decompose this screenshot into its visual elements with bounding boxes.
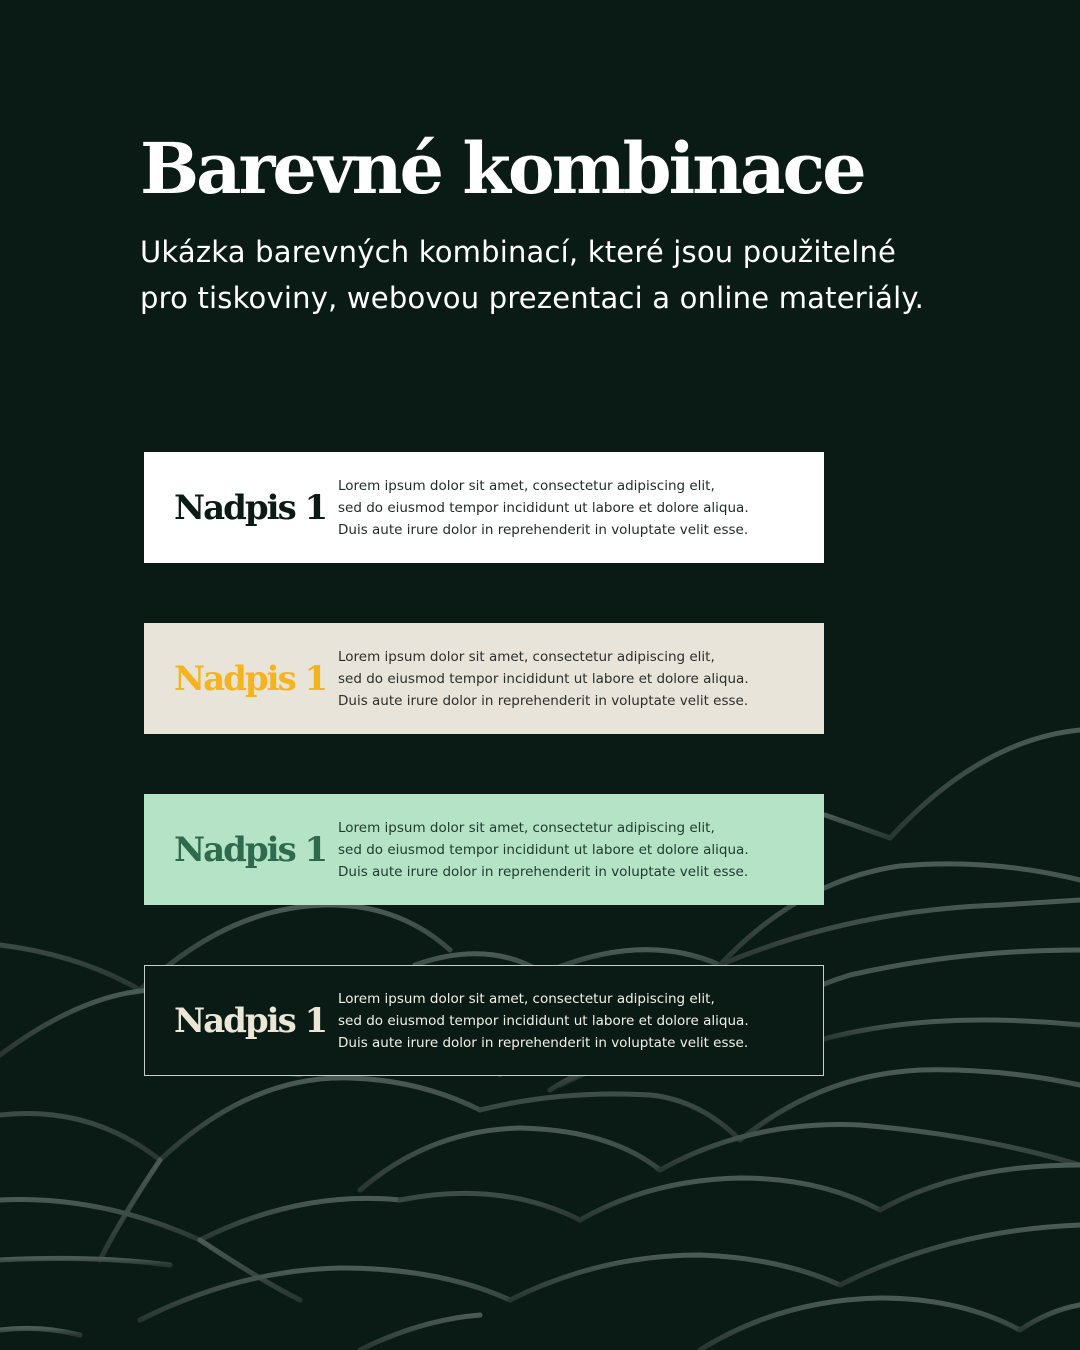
subtitle-line-1: Ukázka barevných kombinací, které jsou použitelné	[140, 234, 897, 269]
card-body-line-1: Lorem ipsum dolor sit amet, consectetur adipiscing elit,	[338, 819, 715, 836]
card-body-line-3: Duis aute irure dolor in reprehenderit in voluptate velit esse.	[338, 692, 749, 709]
page-title: Barevné kombinace	[140, 127, 864, 210]
combination-card-mint	[144, 794, 824, 905]
color-combination-list	[144, 452, 824, 1136]
card-body	[338, 453, 808, 562]
card-heading: Nadpis 1	[174, 658, 327, 699]
card-body-line-1: Lorem ipsum dolor sit amet, consectetur adipiscing elit,	[338, 990, 715, 1007]
card-body-line-3: Duis aute irure dolor in reprehenderit in voluptate velit esse.	[338, 863, 749, 880]
card-body-line-3: Duis aute irure dolor in reprehenderit in voluptate velit esse.	[338, 521, 749, 538]
page-subtitle	[140, 229, 1000, 321]
card-body-line-1: Lorem ipsum dolor sit amet, consectetur adipiscing elit,	[338, 477, 715, 494]
combination-card-beige	[144, 623, 824, 734]
card-body-line-1: Lorem ipsum dolor sit amet, consectetur adipiscing elit,	[338, 648, 715, 665]
card-heading: Nadpis 1	[174, 1000, 327, 1041]
card-body-line-2: sed do eiusmod tempor incididunt ut labore et dolore aliqua.	[338, 670, 749, 687]
card-body-line-2: sed do eiusmod tempor incididunt ut labore et dolore aliqua.	[338, 1012, 749, 1029]
card-heading: Nadpis 1	[174, 487, 327, 528]
card-body-line-2: sed do eiusmod tempor incididunt ut labore et dolore aliqua.	[338, 499, 749, 516]
card-body	[338, 966, 808, 1075]
card-heading: Nadpis 1	[174, 829, 327, 870]
card-body-line-2: sed do eiusmod tempor incididunt ut labore et dolore aliqua.	[338, 841, 749, 858]
subtitle-line-2: pro tiskoviny, webovou prezentaci a online materiály.	[140, 280, 924, 315]
combination-card-white	[144, 452, 824, 563]
card-body-line-3: Duis aute irure dolor in reprehenderit in voluptate velit esse.	[338, 1034, 749, 1051]
combination-card-dark	[144, 965, 824, 1076]
card-body	[338, 795, 808, 904]
header	[140, 128, 1020, 321]
card-body	[338, 624, 808, 733]
